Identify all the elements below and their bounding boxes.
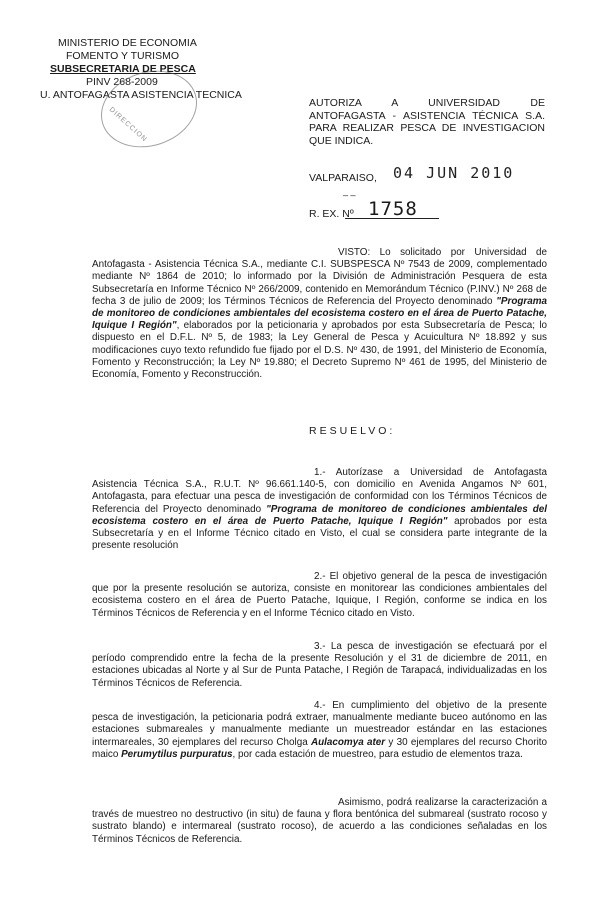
clause-4-lead: 4.- En cumplimiento del objetivo de la presente: [314, 700, 547, 711]
clause-4: [92, 700, 547, 761]
header-pinv: PINV 268-2009: [86, 76, 158, 88]
place-label: VALPARAISO,: [309, 172, 377, 184]
header-ministry-sub: FOMENTO Y TURISMO: [66, 50, 179, 62]
resuelvo-heading: RESUELVO:: [309, 425, 396, 437]
clause-3: [92, 641, 547, 690]
clause-4-cont-text: través de muestreo no destructivo (in situ) de fauna y flora bentónica del submareal (sustrato rocoso y sustrato blando) e intermareal (sustrato rocoso), de acuerdo a las condiciones señaladas en los Términos Técnicos de Referencia.: [92, 809, 547, 845]
visto-text: Lo solicitado por Universidad de Antofagasta - Asistencia Técnica S.A., mediante C.I. SUBSPESCA Nº 7543 de 2009, complementado mediante Nº 1864 de 2010; lo informado por la División de Administración Pesquera de esta Subsecretaría en Informe Técnico Nº 266/2009, contenido en Memorándum Técnico (P.INV.) Nº 268 de fecha 3 de julio de 2009; los Términos Técnicos de Referencia del Proyecto denominado: [92, 247, 547, 307]
clause-1-text: Asistencia Técnica S.A., R.U.T. Nº 96.661.140-5, con domicilio en Avenida Angamos Nº 601, Antofagasta, para efectuar una pesca de investigación de conformidad con los Términos Técnicos de Referencia del Proyecto denominado: [92, 479, 547, 515]
clause-4-text-3: , por cada estación de muestreo, para estudio de elementos traza.: [232, 748, 523, 760]
clause-1-text-2: aprobados por esta Subsecretaría y en el Informe Técnico citado en Visto, el cual se considera parte integrante de la presente resolución: [92, 515, 547, 552]
resolution-underline: [345, 218, 439, 219]
header-subsecretaria: SUBSECRETARIA DE PESCA: [50, 63, 196, 75]
clause-3-text: período comprendido entre la fecha de la presente Resolución y el 31 de diciembre de 2011, en estaciones ubicadas al Norte y al Sur de Punta Patache, I Región de Tarapacá, individualizadas en los Términos Técnicos de Referencia.: [92, 653, 547, 689]
clause-2: [92, 571, 547, 620]
clause-3-lead: 3.- La pesca de investigación se efectuará por el: [314, 641, 547, 652]
subject-line: AUTORIZA A UNIVERSIDAD DE: [309, 97, 545, 109]
clause-4-continuation: [92, 797, 547, 846]
clause-2-lead: 2.- El objetivo general de la pesca de: [314, 571, 486, 582]
clause-4-cont-lead: Asimismo, podrá realizarse la caracterización a: [338, 797, 547, 808]
project-title: "Programa de monitoreo de condiciones ambientales del ecosistema costero en el área de Puerto Patache, Iquique I Región": [92, 295, 547, 332]
visto-lead: VISTO:: [338, 247, 371, 258]
clause-2-text: investigación que por la presente resolución se autoriza, consiste en monitorear las condiciones ambientales del ecosistema costero en el área de Puerto Patache, Iquique, I Región, conforme se indica en los Términos Técnicos de Referencia y en el Informe Técnico citado en Visto.: [92, 571, 547, 619]
subject-line: PARA REALIZAR PESCA DE INVESTIGACION: [309, 122, 545, 134]
subject-block: [309, 97, 545, 147]
subject-line: ANTOFAGASTA - ASISTENCIA TÉCNICA S.A.: [309, 109, 545, 122]
date-stamp: 04 JUN 2010: [393, 164, 515, 182]
header-ministry: MINISTERIO DE ECONOMIA: [58, 37, 197, 49]
dash-mark: _ _: [343, 186, 356, 196]
clause-4-text: pesca de investigación, la peticionaria podrá extraer, manualmente mediante buceo autónomo en las estaciones submareales y manualmente mediante un muestreador estándar en las estaciones intermareales, 30 ejemplares del recurso Cholga: [92, 712, 547, 748]
resolution-number: 1758: [368, 198, 418, 220]
species-name: Aulacomya ater: [311, 736, 386, 748]
clause-1: [92, 467, 547, 552]
visto-paragraph: [92, 247, 547, 381]
clause-4-text-2: y 30 ejemplares del recurso Chorito maico: [92, 736, 547, 760]
subject-line: QUE INDICA.: [309, 134, 374, 147]
header-unit: U. ANTOFAGASTA ASISTENCIA TECNICA: [40, 89, 242, 101]
seal-stamp-lettering: DIRECCION: [107, 106, 149, 144]
species-name: Perumytilus purpuratus: [121, 748, 233, 760]
resolution-label: R. EX. Nº: [309, 208, 354, 220]
project-title: "Programa de monitoreo de condiciones ambientales del ecosistema costero en el área de Puerto Patache, Iquique I Región": [92, 503, 547, 527]
clause-1-lead: 1.- Autorízase a Universidad de Antofagasta: [314, 467, 547, 478]
visto-text-2: , elaborados por la peticionaria y aprobados por esta Subsecretaría de Pesca; lo dispuesto en el D.F.L. Nº 5, de 1983; la Ley General de Pesca y Acuicultura Nº 18.892 y sus modificaciones cuyo texto refundido fue fijado por el D.S. Nº 430, de 1991, del Ministerio de Economía, Fomento y Reconstrucción; la Ley Nº 19.880; el Decreto Supremo Nº 461 de 1995, del Ministerio de Economía, Fomento y Reconstrucción.: [92, 320, 548, 381]
